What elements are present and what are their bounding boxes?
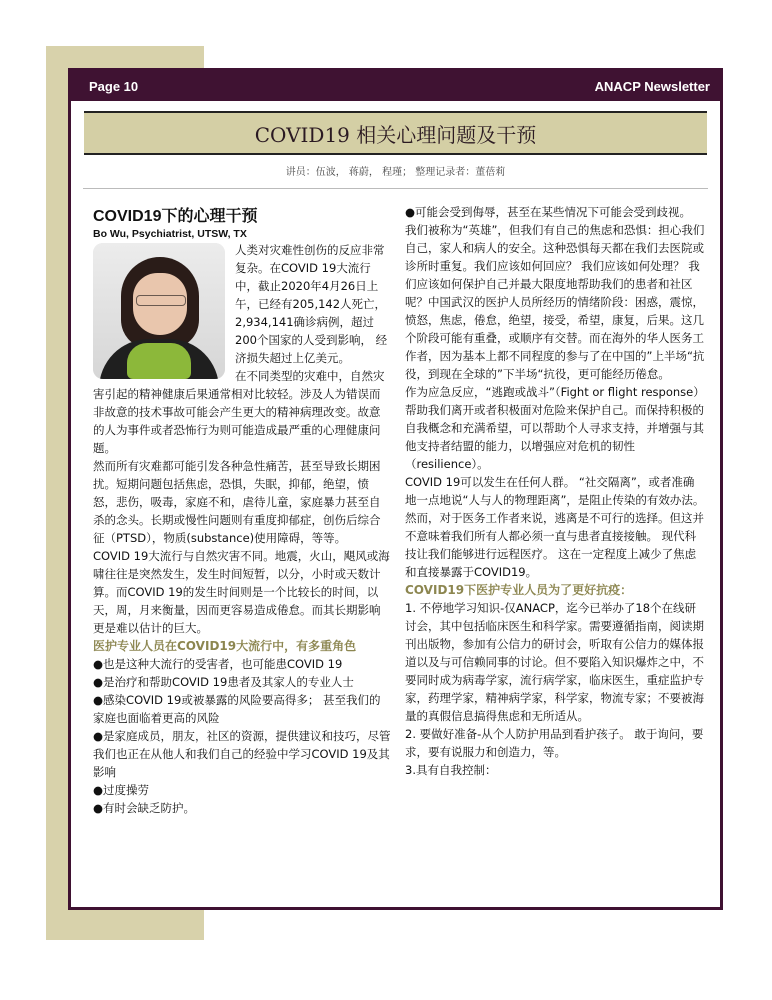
paragraph: 在不同类型的灾难中，自然灾害引起的精神健康后果通常相对比较轻。涉及人为错误而非故意的技术事故可能会产生更大的精神病理改变。故意的人为事件或者恐怖行为则可能造成最严重的心理健康问题。 bbox=[93, 369, 385, 455]
right-column bbox=[405, 203, 705, 779]
paragraph: 2. 要做好准备-从个人防护用品到看护孩子。 敢于询问，要求，要有说服力和创造力，等。 bbox=[405, 727, 704, 759]
bullet-item: ●是治疗和帮助COVID 19患者及其家人的专业人士 bbox=[93, 675, 354, 689]
left-column bbox=[93, 207, 391, 817]
newsletter-name: ANACP Newsletter bbox=[594, 78, 710, 94]
paragraph: COVID 19大流行与自然灾害不同。地震，火山，飓风或海啸往往是突然发生，发生时间短暂，以分，小时或天数计算。而COVID 19的发生时间则是一个比较长的时间，以天，周，月来衡量，因而更容易造成倦怠。而其长期影响更是难以估计的巨大。 bbox=[93, 549, 390, 635]
section-heading: 医护专业人员在COVID19大流行中，有多重角色 bbox=[93, 639, 357, 653]
author-byline: Bo Wu, Psychiatrist, UTSW, TX bbox=[93, 228, 247, 240]
paragraph: ●可能会受到侮辱，甚至在某些情况下可能会受到歧视。 bbox=[405, 205, 692, 219]
bullet-item: ●是家庭成员，朋友，社区的资源，提供建议和技巧，尽管我们也正在从他人和我们自己的经验中学习COVID 19及其影响 bbox=[93, 729, 391, 779]
paragraph: 我们被称为“英雄”，但我们有自己的焦虑和恐惧：担心我们自己，家人和病人的安全。这种恐惧每天都在我们去医院或诊所时重复。我们应该如何回应？ 我们应该如何处理？ 我们应该如何保护自己并最大限度地帮助我们的患者和社区呢？中国武汉的医护人员所经历的情绪阶段：困惑，震惊，愤怒，焦虑，倦怠，绝望，接受，希望，康复，后果。这几个阶段可能有重叠，或顺序有交替。而在海外的华人医务工作者，因为基本上都不同程度的参与了在中国的”上半场“抗役，到现在全球的”下半场“抗役，更可能经历倦怠。 bbox=[405, 223, 705, 381]
bullet-item: ●有时会缺乏防护。 bbox=[93, 801, 196, 815]
article-title: COVID19下的心理干预 bbox=[93, 208, 258, 225]
paragraph: 作为应急反应，“逃跑或战斗”（Fight or flight response） 帮助我们离开或者积极面对危险来保护自己。而保持积极的自我概念和充满希望，可以帮助个人寻求支持，并增强与其他支持者结盟的能力，以增强应对危机的韧性（resilience）。 bbox=[405, 385, 705, 471]
paragraph: COVID 19可以发生在任何人群。 “社交隔离”，或者准确地一点地说“人与人的物理距离”，是阻止传染的有效办法。然而，对于医务工作者来说，逃离是不可行的选择。但这并不意味着我们所有人都必须一直与患者直接接触。 现代科技让我们能够进行远程医疗。 这在一定程度上减少了焦虑和直接暴露于COVID19。 bbox=[405, 475, 705, 579]
author-photo bbox=[93, 243, 225, 379]
divider bbox=[83, 188, 708, 189]
bullet-item: ●也是这种大流行的受害者，也可能患COVID 19 bbox=[93, 657, 343, 671]
paragraph: 人类对灾难性创伤的反应非常复杂。在COVID 19大流行中，截止2020年4月26日上午，已经有205,142人死亡，2,934,141确诊病例，超过200个国家的人受到影响， 经济损失超过上亿美元。 bbox=[235, 243, 388, 365]
bullet-item: ●感染COVID 19或被暴露的风险要高得多； 甚至我们的家庭也面临着更高的风险 bbox=[93, 693, 381, 725]
page-number: Page 10 bbox=[89, 78, 139, 94]
bullet-item: ●过度操劳 bbox=[93, 783, 150, 797]
page-title: COVID19 相关心理问题及干预 bbox=[84, 111, 707, 155]
paragraph: 1. 不停地学习知识-仅ANACP，迄今已举办了18个在线研讨会，其中包括临床医生和科学家。需要遵循指南，阅读期刊出版物，参加有公信力的研讨会，听取有公信力的媒体报道以及与可信赖同事的讨论。但不要陷入知识爆炸之中，不要同时成为病毒学家，流行病学家，临床医生，重症监护专家，药理学家，精神病学家，科学家，物流专家；不要被海量的真假信息搞得焦虑和无所适从。 bbox=[405, 601, 704, 723]
newsletter-page bbox=[68, 68, 723, 910]
page-header-bar bbox=[71, 71, 720, 101]
section-heading: COVID19下医护专业人员为了更好抗疫： bbox=[405, 583, 633, 597]
lecturers-line: 讲员：伍波， 蒋蔚， 程瑾； 整理记录者：董蓓莉 bbox=[285, 167, 506, 178]
paragraph: 3.具有自我控制： bbox=[405, 763, 497, 777]
paragraph: 然而所有灾难都可能引发各种急性痛苦，甚至导致长期困扰。短期问题包括焦虑，恐惧，失眠，抑郁，绝望，愤怒，悲伤，吸毒，家庭不和，虐待儿童，家庭暴力甚至自杀的念头。长期或慢性问题则有重度抑郁症，创伤后综合征（PTSD），物质(substance)使用障碍，等等。 bbox=[93, 459, 381, 545]
